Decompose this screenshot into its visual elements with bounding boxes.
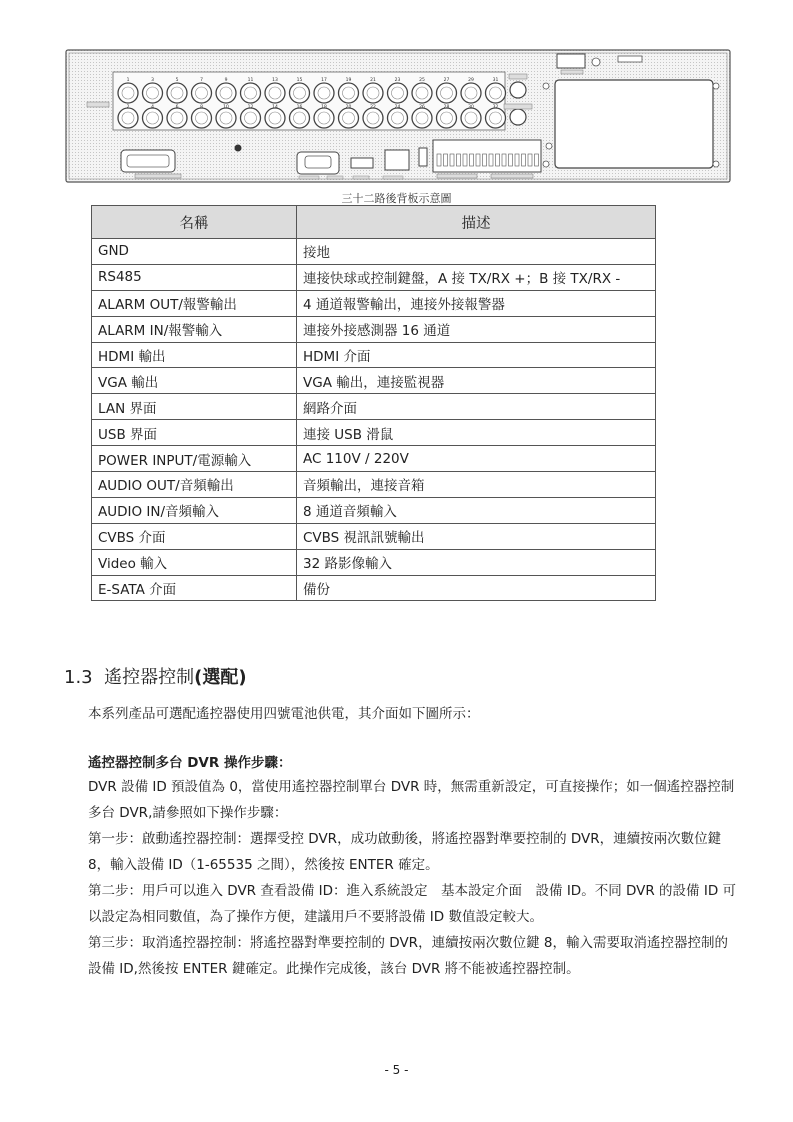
row-name: E-SATA 介面 (92, 575, 297, 601)
bnc-connector (388, 108, 408, 128)
row-description: 4 通道報警輸出，連接外接報警器 (297, 290, 656, 316)
terminal-pin (528, 154, 532, 166)
bnc-channel-label: 24 (394, 105, 401, 110)
row-description: CVBS 視訊訊號輸出 (297, 523, 656, 549)
bnc-channel-label: 1 (126, 78, 130, 83)
bnc-channel-label: 29 (468, 78, 474, 83)
lan-port (385, 150, 409, 170)
bnc-channel-label: 20 (345, 105, 352, 110)
table-row (92, 523, 656, 549)
panel-caption: 三十二路後背板示意圖 (341, 192, 452, 205)
bnc-connector (265, 83, 285, 103)
table-row (92, 497, 656, 523)
row-name: AUDIO OUT/音頻輸出 (92, 472, 297, 498)
paragraph-device-id: DVR 設備 ID 預設值為 0，當使用遙控器控制單台 DVR 時，無需重新設定，可直接操作；如一個遙控器控制多台 DVR,請參照如下操作步驟： (88, 779, 735, 821)
page-number: - 5 - (384, 1063, 409, 1077)
bnc-connector (167, 83, 187, 103)
cvbs-out-connector (510, 109, 526, 125)
bnc-connector (314, 108, 334, 128)
bnc-connector (241, 83, 261, 103)
table-row (92, 549, 656, 575)
bnc-connector (192, 108, 212, 128)
bnc-channel-label: 31 (492, 78, 499, 83)
rear-panel-diagram (65, 46, 731, 186)
table-row (92, 316, 656, 342)
terminal-pin (509, 154, 513, 166)
terminal-pin (483, 154, 487, 166)
bnc-channel-label: 8 (200, 105, 203, 110)
terminal-pin (463, 154, 467, 166)
terminal-pin (522, 154, 526, 166)
usb-port (419, 148, 427, 166)
video-out-connector (510, 82, 526, 98)
terminal-pin (476, 154, 480, 166)
terminal-pin (502, 154, 506, 166)
bnc-connector (143, 83, 163, 103)
bnc-connector (167, 108, 187, 128)
bnc-connector (437, 83, 457, 103)
bnc-connector (486, 108, 506, 128)
terminal-pin (437, 154, 441, 166)
bnc-connector (363, 83, 383, 103)
bnc-connector (339, 83, 359, 103)
bnc-connector (118, 83, 138, 103)
bnc-connector (486, 83, 506, 103)
bnc-channel-label: 28 (443, 105, 450, 110)
paragraph-step-2: 第二步：用戶可以進入 DVR 查看設備 ID：進入系統設定 基本設定介面 設備 ID。不同 DVR 的設備 ID 可以設定為相同數值，為了操作方便，建議用戶不要將設備 ID 數值設定較大。 (88, 883, 737, 925)
section-title (64, 663, 247, 689)
table-row (92, 342, 656, 368)
bnc-channel-label: 17 (321, 78, 327, 83)
row-name: LAN 界面 (92, 394, 297, 420)
bnc-channel-label: 11 (247, 78, 254, 83)
bnc-channel-label: 25 (419, 78, 425, 83)
bnc-channel-label: 10 (223, 105, 229, 110)
bnc-connector (339, 108, 359, 128)
row-name: AUDIO IN/音頻輸入 (92, 497, 297, 523)
bnc-channel-label: 3 (151, 78, 154, 83)
table-row (92, 420, 656, 446)
row-name: CVBS 介面 (92, 523, 297, 549)
terminal-pin (496, 154, 500, 166)
terminal-pin (444, 154, 448, 166)
row-description: AC 110V / 220V (297, 446, 656, 472)
row-description: 連接外接感測器 16 通道 (297, 316, 656, 342)
table-header-row (92, 206, 656, 239)
ground-screw (235, 145, 242, 152)
bnc-connector (290, 108, 310, 128)
bnc-connector (461, 108, 481, 128)
row-name: ALARM OUT/報警輸出 (92, 290, 297, 316)
table-row (92, 472, 656, 498)
bnc-connector (265, 108, 285, 128)
bnc-channel-label: 12 (247, 105, 254, 110)
bnc-connector (118, 108, 138, 128)
column-header-name: 名稱 (92, 206, 297, 239)
row-name: USB 界面 (92, 420, 297, 446)
row-name: RS485 (92, 264, 297, 290)
power-supply-panel (555, 80, 713, 168)
bnc-channel-label: 30 (468, 105, 474, 110)
bnc-connector (314, 83, 334, 103)
terminal-pin (515, 154, 519, 166)
row-description: 備份 (297, 575, 656, 601)
hdmi-port (351, 158, 373, 168)
row-name: ALARM IN/報警輸入 (92, 316, 297, 342)
bnc-channel-label: 27 (443, 78, 450, 83)
rear-panel-illustration (65, 46, 731, 186)
bnc-connector (363, 108, 383, 128)
table-row (92, 264, 656, 290)
row-description: 連接 USB 滑鼠 (297, 420, 656, 446)
row-description: 連接快球或控制鍵盤，A 接 TX/RX +；B 接 TX/RX - (297, 264, 656, 290)
bnc-channel-label: 23 (394, 78, 401, 83)
table-row (92, 446, 656, 472)
bnc-channel-label: 4 (151, 105, 154, 110)
rear-panel-spec-table (91, 205, 656, 601)
bnc-channel-label: 19 (345, 78, 352, 83)
bnc-connector (388, 83, 408, 103)
bnc-channel-label: 9 (224, 78, 228, 83)
bnc-channel-label: 7 (200, 78, 203, 83)
bnc-channel-label: 14 (272, 105, 278, 110)
terminal-pin (470, 154, 474, 166)
paragraph-step-1: 第一步：啟動遙控器控制：選擇受控 DVR，成功啟動後，將遙控器對準要控制的 DVR，連續按兩次數位鍵 8，輸入設備 ID（1-65535 之間），然後按 ENTER 確定。 (88, 831, 722, 873)
row-name: VGA 輸出 (92, 368, 297, 394)
bnc-channel-label: 2 (126, 105, 130, 110)
bnc-connector (290, 83, 310, 103)
section-title-optional: (選配) (194, 667, 247, 688)
row-description: 8 通道音頻輸入 (297, 497, 656, 523)
terminal-pin (489, 154, 493, 166)
table-row (92, 239, 656, 265)
row-name: POWER INPUT/電源輸入 (92, 446, 297, 472)
table-row (92, 394, 656, 420)
table-row (92, 368, 656, 394)
row-description: 網路介面 (297, 394, 656, 420)
row-description: HDMI 介面 (297, 342, 656, 368)
intro-paragraph: 本系列產品可選配遙控器使用四號電池供電，其介面如下圖所示： (88, 706, 480, 722)
bnc-connector (241, 108, 261, 128)
steps-heading: 遙控器控制多台 DVR 操作步驟： (88, 755, 292, 771)
bnc-channel-label: 13 (272, 78, 278, 83)
section-number: 1.3 (64, 667, 93, 688)
bnc-connector (216, 108, 236, 128)
section-title-text: 遙控器控制 (104, 667, 195, 688)
paragraph-step-3: 第三步：取消遙控器控制：將遙控器對準要控制的 DVR，連續按兩次數位鍵 8，輸入需要取消遙控器控制的設備 ID,然後按 ENTER 鍵確定。此操作完成後，該台 DVR 將不能被遙控器控制。 (88, 935, 728, 977)
row-description: 32 路影像輸入 (297, 549, 656, 575)
terminal-pin (450, 154, 454, 166)
terminal-pin (535, 154, 539, 166)
power-switch (557, 54, 585, 68)
table-row (92, 290, 656, 316)
bnc-connector (216, 83, 236, 103)
bnc-channel-label: 6 (175, 105, 179, 110)
bnc-connector (461, 83, 481, 103)
bnc-channel-label: 26 (419, 105, 425, 110)
bnc-connector (437, 108, 457, 128)
bnc-channel-label: 16 (296, 105, 303, 110)
bnc-channel-label: 32 (492, 105, 499, 110)
row-description: 接地 (297, 239, 656, 265)
column-header-description: 描述 (297, 206, 656, 239)
bnc-channel-label: 22 (370, 105, 376, 110)
bnc-connector (192, 83, 212, 103)
row-name: GND (92, 239, 297, 265)
row-description: 音頻輸出，連接音箱 (297, 472, 656, 498)
table-row (92, 575, 656, 601)
row-description: VGA 輸出，連接監視器 (297, 368, 656, 394)
bnc-connector (412, 108, 432, 128)
bnc-channel-label: 5 (175, 78, 179, 83)
row-name: Video 輸入 (92, 549, 297, 575)
terminal-pin (457, 154, 461, 166)
bnc-channel-label: 18 (321, 105, 327, 110)
bnc-connector (143, 108, 163, 128)
bnc-connector (412, 83, 432, 103)
row-name: HDMI 輸出 (92, 342, 297, 368)
bnc-channel-label: 15 (296, 78, 303, 83)
bnc-channel-label: 21 (370, 78, 376, 83)
